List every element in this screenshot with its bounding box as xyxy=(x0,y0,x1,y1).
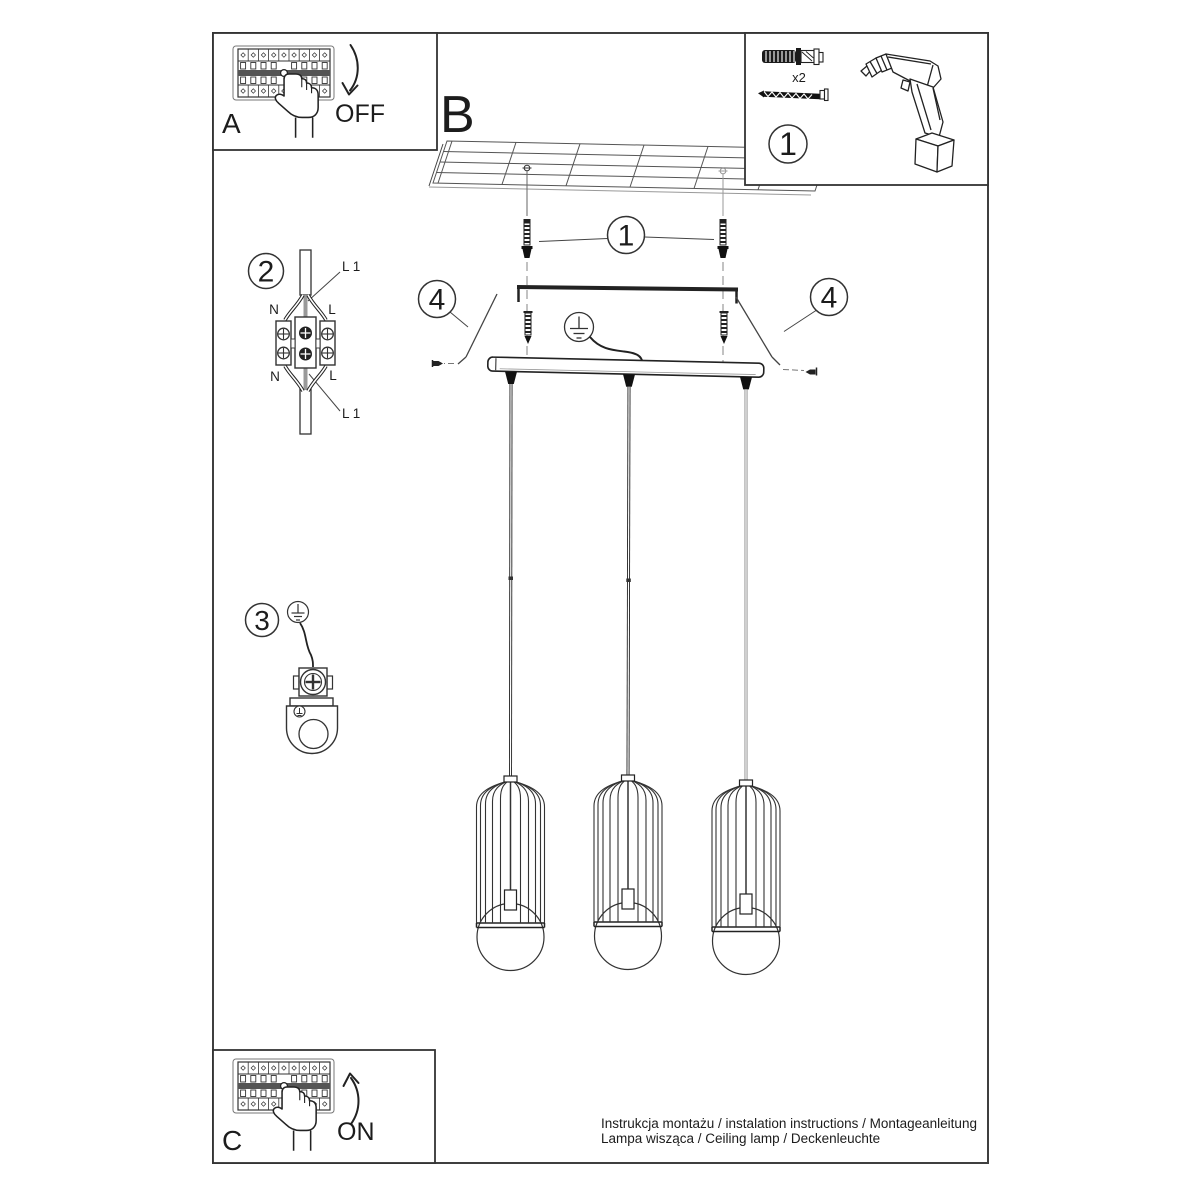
section-b-label: B xyxy=(440,86,475,144)
callout-frame-left xyxy=(419,281,469,328)
callout-frame-right xyxy=(784,279,848,332)
ground-symbol-small-icon xyxy=(288,602,309,623)
label-neutral-bottom: N xyxy=(270,369,280,384)
mains-cable-top xyxy=(300,250,311,295)
wall-anchor-icon xyxy=(762,48,823,65)
ground-terminal xyxy=(294,668,333,696)
label-live-bottom: L xyxy=(329,368,337,383)
label-l1-bottom: L 1 xyxy=(342,406,361,421)
parts-box-badge-label: 1 xyxy=(779,126,797,162)
lamp-cable-bottom xyxy=(300,389,311,434)
cord-grip-2 xyxy=(623,374,635,387)
callout-fasteners xyxy=(539,217,714,254)
l1-top-leader xyxy=(308,272,340,301)
pendant-lamp-1 xyxy=(477,776,545,971)
mounting-screw-left xyxy=(524,312,533,344)
label-l1-top: L 1 xyxy=(342,259,361,274)
step-4-badge-label-right: 4 xyxy=(820,281,838,315)
pendant-cord-1 xyxy=(509,384,514,777)
grounding-detail xyxy=(246,602,338,754)
label-live-top: L xyxy=(328,302,336,317)
step-3-badge-label: 3 xyxy=(254,605,270,636)
section-c-box xyxy=(213,1050,435,1163)
ground-symbol-icon xyxy=(565,313,594,342)
anchor-screw-left xyxy=(522,219,533,258)
mounting-bracket xyxy=(458,287,780,365)
main-frame xyxy=(213,33,988,1163)
parts-box xyxy=(745,33,988,185)
section-a-label: A xyxy=(222,108,241,139)
off-label: OFF xyxy=(335,100,385,128)
footer-line-2: Lampa wisząca / Ceiling lamp / Deckenleuchte xyxy=(601,1131,881,1146)
mounting-screw-right xyxy=(720,312,729,344)
pendant-lamp-2 xyxy=(594,775,662,970)
pendant-cord-2 xyxy=(626,387,631,776)
anchor-screw-right xyxy=(718,219,729,258)
section-a-box xyxy=(213,33,437,150)
step-4-badge-label-left: 4 xyxy=(428,283,446,317)
label-neutral-top: N xyxy=(269,302,279,317)
footer-line-1: Instrukcja montażu / instalation instructions / Montageanleitung xyxy=(601,1116,977,1131)
screw-quantity-label: x2 xyxy=(792,70,806,85)
mounting-plate xyxy=(287,698,338,754)
cord-grip-1 xyxy=(505,372,517,385)
pendant-lamp-3 xyxy=(712,780,780,975)
on-label: ON xyxy=(337,1118,375,1146)
ground-wire xyxy=(590,337,643,363)
step-1-badge-label: 1 xyxy=(617,219,635,253)
step-2-badge-label: 2 xyxy=(257,255,275,289)
side-screw-left xyxy=(433,360,455,367)
wiring-diagram xyxy=(249,250,361,434)
side-screw-right xyxy=(783,368,817,376)
section-c-label: C xyxy=(222,1125,243,1156)
cord-grip-3 xyxy=(740,377,752,390)
ground-lead-wire xyxy=(300,623,313,667)
